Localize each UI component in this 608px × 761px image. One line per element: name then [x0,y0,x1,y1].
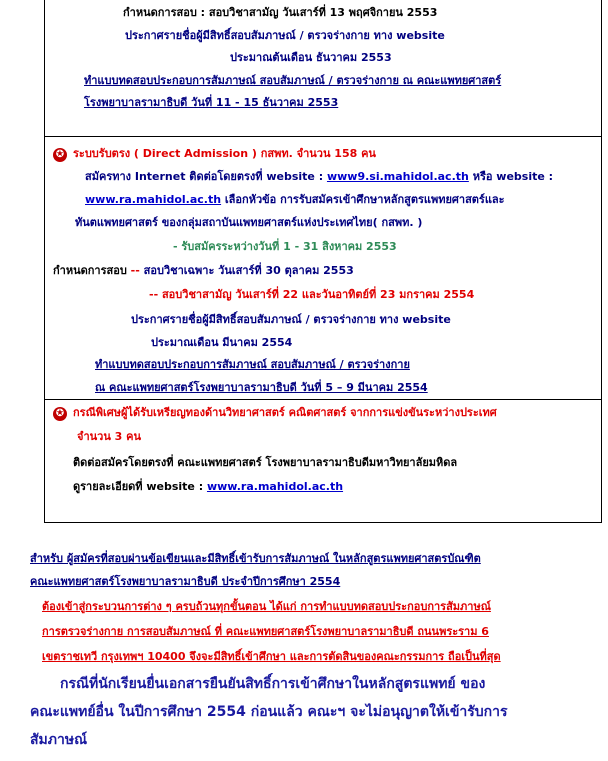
exam-dash: -- [130,264,140,277]
exam-label: กำหนดการสอบ [53,264,127,277]
detail-prefix: ดูรายละเอียดที่ website : [73,480,204,493]
star-bullet-icon: ✪ [53,407,67,421]
final-note-line-2: คณะแพทย์อื่น ในปีการศึกษา 2554 ก่อนแล้ว คณะฯ จะไม่อนุญาตให้เข้ารับการ [30,704,508,720]
note2-line-3: เขตราชเทวี กรุงเทพฯ 10400 จึงจะมีสิทธิ์เข้าศึกษา และการตัดสินของคณะกรรมการ ถือเป็นที่สุด [42,650,501,663]
final-note-line-1: กรณีที่นักเรียนยื่นเอกสารยืนยันสิทธิ์การเข้าศึกษาในหลักสูตรแพทย์ ของ [60,676,486,692]
exam-special: สอบวิชาเฉพาะ วันเสาร์ที่ 30 ตุลาคม 2553 [143,264,354,277]
note2-line-1: ต้องเข้าสู่กระบวนการต่าง ๆ ครบถ้วนทุกขั้นตอน ได้แก่ การทำแบบทดสอบประกอบการสัมภาษณ์ [42,600,491,613]
schedule-box-regular [44,0,602,137]
direct-admission-box [44,137,602,400]
apply-rest: เลือกหัวข้อ การรับสมัครเข้าศึกษาหลักสูตรแพทยศาสตร์และ [224,193,505,206]
direct-admission-header: ระบบรับตรง ( Direct Admission ) กสพท. จำนวน 158 คน [73,147,376,160]
test-line-2: โรงพยาบาลรามาธิบดี วันที่ 11 - 15 ธันวาคม 2553 [84,96,339,109]
announce-line: ประกาศรายชื่อผู้มีสิทธิ์สอบสัมภาษณ์ / ตรวจร่างกาย ทาง website [131,313,451,326]
mahidol-ra-link[interactable]: www.ra.mahidol.ac.th [206,480,344,493]
apply-line-2 [85,193,505,207]
mahidol-ra-link[interactable]: www.ra.mahidol.ac.th [85,193,222,206]
final-note-line-3: สัมภาษณ์ [30,732,88,748]
note1-line-2: คณะแพทยศาสตร์โรงพยาบาลรามาธิบดี ประจำปีการศึกษา 2554 [30,575,341,588]
test-line-1: ทำแบบทดสอบประกอบการสัมภาษณ์ สอบสัมภาษณ์ / ตรวจร่างกาย ณ คณะแพทยศาสตร์ [84,74,502,87]
special-case-count: จำนวน 3 คน [77,430,142,443]
announce-time: ประมาณต้นเดือน ธันวาคม 2553 [230,51,392,64]
apply-line-3: ทันตแพทยศาสตร์ ของกลุ่มสถาบันแพทยศาสตร์แห่งประเทศไทย( กสพท. ) [75,216,423,229]
apply-or: หรือ website : [472,170,554,183]
special-case-contact: ติดต่อสมัครโดยตรงที่ คณะแพทยศาสตร์ โรงพยาบาลรามาธิบดีมหาวิทยาลัยมหิดล [73,456,458,469]
test-line-1: ทำแบบทดสอบประกอบการสัมภาษณ์ สอบสัมภาษณ์ / ตรวจร่างกาย [95,358,410,371]
apply-prefix: สมัครทาง Internet ติดต่อโดยตรงที่ website : [85,170,324,183]
exam-general: -- สอบวิชาสามัญ วันเสาร์ที่ 22 และวันอาทิตย์ที่ 23 มกราคม 2554 [149,288,475,301]
special-case-box [44,400,602,523]
exam-schedule-line [53,264,354,278]
special-case-detail [73,480,343,494]
mahidol-si-link[interactable]: www9.si.mahidol.ac.th [326,170,469,183]
special-case-header: กรณีพิเศษผู้ได้รับเหรียญทองด้านวิทยาศาสตร์ คณิตศาสตร์ จากการแข่งขันระหว่างประเทศ [73,406,497,419]
star-bullet-icon: ✪ [53,148,67,162]
apply-dates: - รับสมัครระหว่างวันที่ 1 - 31 สิงหาคม 2553 [173,240,397,253]
note2-line-2: การตรวจร่างกาย การสอบสัมภาษณ์ ที่ คณะแพทยศาสตร์โรงพยาบาลรามาธิบดี ถนนพระราม 6 [42,625,489,638]
apply-line-1 [85,170,553,184]
note1-line-1: สำหรับ ผู้สมัครที่สอบผ่านข้อเขียนและมีสิทธิ์เข้ารับการสัมภาษณ์ ในหลักสูตรแพทยศาสตรบัณฑิต [30,552,481,565]
announce-time: ประมาณเดือน มีนาคม 2554 [151,336,293,349]
announce-line: ประกาศรายชื่อผู้มีสิทธิ์สอบสัมภาษณ์ / ตรวจร่างกาย ทาง website [125,29,445,42]
exam-schedule-line: กำหนดการสอบ : สอบวิชาสามัญ วันเสาร์ที่ 13 พฤศจิกายน 2553 [123,6,438,19]
test-line-2: ณ คณะแพทยศาสตร์โรงพยาบาลรามาธิบดี วันที่ 5 – 9 มีนาคม 2554 [95,381,428,394]
